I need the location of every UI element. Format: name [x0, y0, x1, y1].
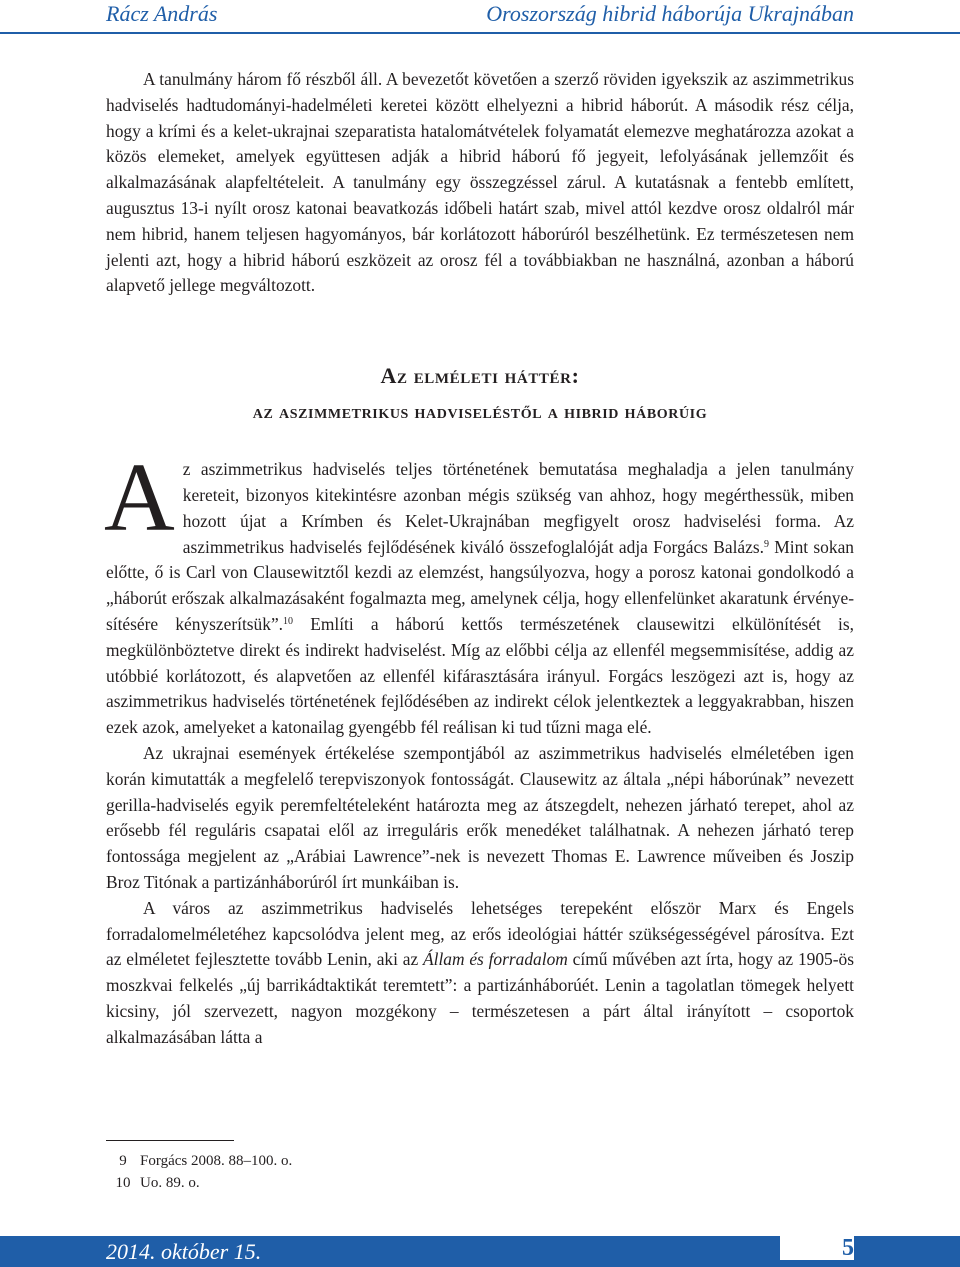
page-body	[106, 67, 854, 1051]
paragraph-1	[104, 444, 855, 741]
paragraph-3-text-b: című művében azt írta, hogy az 1905-ös moszkvai felkelés „új barrikádtaktikát teremtett”: a partizánháborúét. Lenin a tagolatlan tömegek helyett kicsiny, jól szervezett, nagyon mozgékony – természetesen a párt által irányított – csoportok alkalmazásában látta a	[106, 949, 854, 1047]
section-heading-line1: Az elméleti háttér:	[380, 363, 580, 389]
paragraph-3	[106, 896, 854, 1051]
section-heading	[106, 361, 854, 427]
paragraph-2: Az ukrajnai események értékelése szempontjából az aszimmetrikus hadviselés elméletében igen korán kimutatták a megfelelő terepviszonyok fontosságát. Clausewitz az általa „népi háborúnak” nevezett gerilla-hadviselés egyik peremfeltételeként határozta meg az átszegdelt, nehezen járható terepet, ahol az erősebb fél reguláris csapatai elől az irreguláris erők menedéket találhatnak. A nehezen járható terep fontossága megjelent az „Arábiai Lawrence”-nek is nevezett Thomas E. Lawrence műveiben és Joszip Broz Titónak a partizánháborúról írt munkáiban is.	[106, 742, 854, 892]
footnote-rule	[106, 1140, 234, 1141]
paragraph-1-text-a: z aszimmetrikus hadviselés teljes történetének bemutatása meghaladja a jelen tanulmány kereteit, bizonyos kitekintésre azonban mégis szükség van ahhoz, hogy megérthessük, miben hozott újat a Krímben és Kelet-Ukrajnában megfigyelt orosz hadviselési forma. Az aszimmetrikus hadviselés fejlődésének kiváló összefoglalóját adja Forgács Balázs.	[182, 459, 854, 557]
paragraph-1-text-b: Mint sokan előtte, ő is Carl von Clausewitztől kezdi az elemzést, hangsúlyozva, hogy a porosz katonai gondolkodó a „háborút erőszak alkalmazásaként fogalmazta meg, amelynek célja, hogy ellenfelünket akaratunk érvényesítésére kényszerítsük”.	[106, 536, 854, 634]
footnote-number: 9	[119, 1153, 127, 1169]
paragraph-1-text-c: Említi a háború kettős természetének clausewitzi elkülönítését is, megkülönböztetve direkt és indirekt hadviselést. Míg az előbbi célja az ellenfél megsemmisítése, addig az utóbbié korlátozott, és alapvetően az ellenfél kifárasztására irányul. Forgács leszögezi azt is, hogy az aszimmetrikus hadviselés történetének fejlődésében az indirekt célok jelentkeztek a leggyakrabban, hiszen ezek azok, amelyeket a katonailag gyengébb fél reálisan ki tud tűzni maga elé.	[106, 613, 855, 738]
footnotes	[106, 1150, 854, 1194]
paragraph-3-text-a: A város az aszimmetrikus hadviselés lehetséges terepeként először Marx és Engels forradalomelméletéhez kapcsolódva jelent meg, az erős ideológiai háttér szükségességével párosítva. Ezt az elméletet fejlesztette tovább Lenin, aki az	[106, 897, 854, 970]
footnote-text: Forgács 2008. 88–100. o.	[140, 1153, 293, 1169]
running-header	[0, 0, 960, 32]
footnote-number: 10	[115, 1175, 131, 1191]
footnote-text: Uo. 89. o.	[140, 1175, 200, 1191]
footnote-item	[106, 1150, 854, 1172]
footer-date: 2014. október 15.	[106, 1239, 262, 1264]
section-heading-line2: az aszimmetrikus hadviseléstől a hibrid háborúig	[252, 401, 708, 424]
drop-cap: A	[104, 444, 175, 553]
footnote-ref-10[interactable]: 10	[283, 615, 294, 627]
intro-paragraph: A tanulmány három fő részből áll. A bevezetőt követően a szerző röviden igyekszik az aszimmetrikus hadviselés hadtudományi-hadelméleti keretei között elhelyezni a hibrid háborút. A második rész célja, hogy a krími és a kelet-ukrajnai szeparatista hatalomátvételek folyamatát elemezve meghatározza azokat a közös elemeket, amelyek együttesen adják a hibrid háború fő jegyeit, lefolyásának jellemzőit és alkalmazásának alapfeltételeit. A tanulmány egy összegzéssel zárul. A kutatásnak a fentebb említett, augusztus 13-i nyílt orosz katonai beavatkozás időbeli határt szab, mivel attól kezdve orosz oldalról már nem hibrid, hanem teljesen hagyományos, bár korlátozott háborúról beszélhetünk. Ez természetesen nem jelenti azt, hogy a hibrid háború eszközeit az orosz fél a továbbiakban ne használná, azonban a háború alapvető jellege megváltozott.	[106, 69, 854, 296]
section-body	[104, 444, 855, 1050]
footnote-item	[106, 1172, 854, 1194]
page-number: 5	[780, 1232, 854, 1260]
header-rule	[0, 32, 960, 34]
header-author: Rácz András	[106, 1, 218, 26]
footnote-ref-9[interactable]: 9	[763, 538, 769, 550]
book-title: Állam és forradalom	[422, 949, 568, 970]
header-title: Oroszország hibrid háborúja Ukrajnában	[486, 1, 854, 26]
